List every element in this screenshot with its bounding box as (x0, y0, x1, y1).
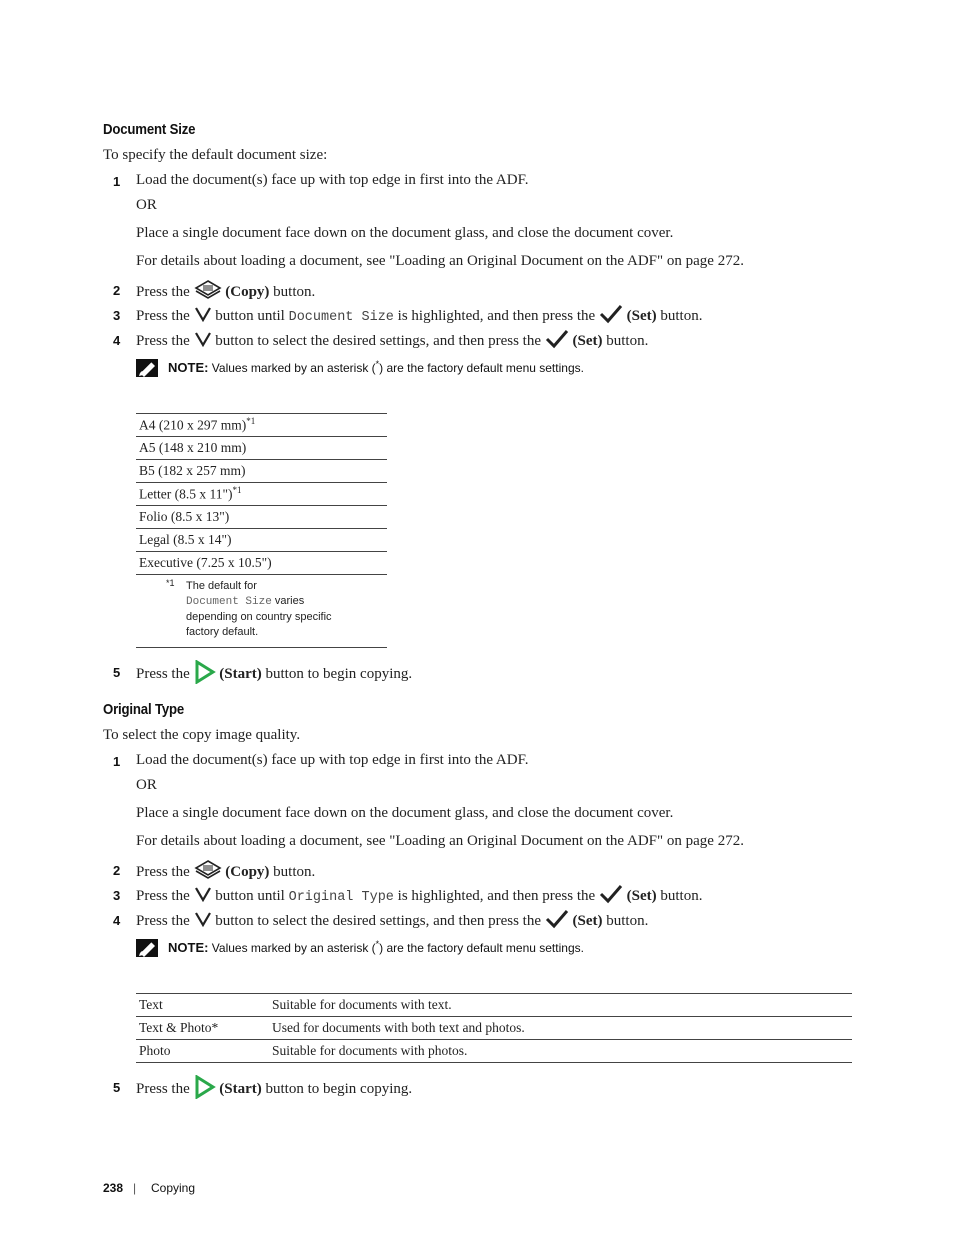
step-number: 2 (113, 283, 121, 298)
step-text-part: button to select the desired settings, and then press the (215, 912, 542, 929)
table-row (136, 460, 387, 483)
table-cell (136, 552, 387, 575)
chevron-down-icon (194, 886, 212, 907)
footnote-line: factory default. (186, 626, 259, 638)
step-text (136, 859, 315, 886)
asterisk: * (375, 939, 380, 949)
footnote-line: varies (274, 595, 305, 607)
step-text-part: button until (215, 307, 285, 324)
table-row (136, 437, 387, 460)
asterisk: * (375, 359, 380, 369)
start-label: (Start) (219, 665, 262, 682)
note-icon (136, 359, 158, 382)
cell-text: A5 (148 x 210 mm) (139, 440, 247, 455)
menu-item-code: Original Type (288, 889, 394, 905)
checkmark-icon (545, 329, 569, 354)
cell-text: A4 (210 x 297 mm) (139, 417, 247, 433)
table-row (136, 506, 387, 529)
table-cell (136, 529, 387, 552)
section-heading-document-size: Document Size (103, 121, 196, 138)
option-name: Photo (136, 1040, 269, 1063)
option-description: Suitable for documents with text. (269, 994, 852, 1017)
footnote-cell (136, 575, 387, 648)
option-name: Text (136, 994, 269, 1017)
paragraph: Place a single document face down on the document glass, and close the document cover. (136, 805, 674, 821)
step-text (136, 1075, 412, 1104)
step-text-part: button until (215, 887, 285, 904)
step-number: 3 (113, 308, 121, 323)
chevron-down-icon (194, 306, 212, 327)
checkmark-icon (599, 884, 623, 909)
table-cell (136, 460, 387, 483)
checkmark-icon (599, 304, 623, 329)
step-number: 1 (113, 174, 121, 189)
step-text: Load the document(s) face up with top edge in first into the ADF. (136, 172, 529, 188)
step-text-part: button. (606, 332, 649, 349)
set-label: (Set) (572, 912, 603, 929)
footnote-ref: *1 (246, 416, 256, 427)
step-text-part: button. (273, 863, 316, 880)
cell-text: Executive (7.25 x 10.5") (139, 555, 272, 570)
table-row (136, 1017, 852, 1040)
copy-label: (Copy) (225, 863, 270, 880)
footnote-code: Document Size (186, 596, 272, 608)
note-label: NOTE: (168, 940, 209, 955)
table-cell (136, 437, 387, 460)
step-number: 5 (113, 1080, 121, 1095)
footnote-mark: *1 (166, 578, 175, 588)
cell-text: Folio (8.5 x 13") (139, 509, 230, 524)
step-text: Load the document(s) face up with top edge in first into the ADF. (136, 752, 529, 768)
original-type-table (136, 993, 852, 1063)
cell-text: Letter (8.5 x 11") (139, 486, 233, 502)
step-number: 5 (113, 665, 121, 680)
step-number: 1 (113, 754, 121, 769)
step-text-part: is highlighted, and then press the (397, 887, 596, 904)
step-text (136, 909, 648, 934)
start-label: (Start) (219, 1080, 262, 1097)
set-label: (Set) (572, 332, 603, 349)
set-label: (Set) (626, 887, 657, 904)
cell-text: B5 (182 x 257 mm) (139, 463, 246, 478)
step-text (136, 304, 702, 329)
step-text (136, 279, 315, 306)
chapter-name: Copying (151, 1181, 196, 1195)
menu-item-code: Document Size (288, 309, 394, 325)
step-text-part: Press the (136, 912, 190, 929)
note-icon (136, 939, 158, 962)
table-row (136, 1040, 852, 1063)
intro-text: To specify the default document size: (103, 147, 328, 163)
table-row (136, 529, 387, 552)
set-label: (Set) (626, 307, 657, 324)
step-text (136, 884, 702, 909)
step-text-part: button to begin copying. (265, 1080, 413, 1097)
step-text-part: button. (606, 912, 649, 929)
note-label: NOTE: (168, 360, 209, 375)
or-text: OR (136, 777, 157, 793)
step-text-part: Press the (136, 863, 190, 880)
step-number: 4 (113, 333, 121, 348)
note-body: Values marked by an asterisk ( (211, 941, 376, 955)
option-name: Text & Photo* (136, 1017, 269, 1040)
paragraph: For details about loading a document, see "Loading an Original Document on the ADF" on page 272. (136, 253, 744, 269)
step-text-part: button. (660, 887, 703, 904)
note-text (168, 939, 584, 955)
step-text-part: Press the (136, 665, 190, 682)
footnote-line: The default for (186, 580, 257, 592)
intro-text: To select the copy image quality. (103, 727, 301, 743)
table-cell (136, 483, 387, 506)
step-text-part: Press the (136, 887, 190, 904)
cell-text: Legal (8.5 x 14") (139, 532, 232, 547)
step-text-part: button. (273, 283, 316, 300)
note-body: ) are the factory default menu settings. (379, 361, 584, 375)
table-row (136, 552, 387, 575)
or-text: OR (136, 197, 157, 213)
section-heading-original-type: Original Type (103, 701, 185, 718)
copy-label: (Copy) (225, 283, 270, 300)
footnote-line: depending on country specific (186, 611, 332, 623)
chevron-down-icon (194, 331, 212, 352)
step-text-part: button to select the desired settings, and then press the (215, 332, 542, 349)
paragraph: Place a single document face down on the document glass, and close the document cover. (136, 225, 674, 241)
step-number: 4 (113, 913, 121, 928)
table-cell (136, 414, 387, 437)
step-text-part: Press the (136, 283, 190, 300)
footnote (139, 579, 384, 640)
table-row (136, 483, 387, 506)
paragraph: For details about loading a document, see "Loading an Original Document on the ADF" on page 272. (136, 833, 744, 849)
table-row (136, 414, 387, 437)
step-text (136, 660, 412, 689)
note-text (168, 359, 584, 375)
document-size-table (136, 413, 387, 648)
option-description: Used for documents with both text and photos. (269, 1017, 852, 1040)
step-text-part: button. (660, 307, 703, 324)
checkmark-icon (545, 909, 569, 934)
step-number: 3 (113, 888, 121, 903)
footer-separator: | (133, 1181, 137, 1195)
footnote-ref: *1 (232, 485, 242, 496)
table-cell (136, 506, 387, 529)
chevron-down-icon (194, 911, 212, 932)
copy-icon (194, 279, 222, 306)
step-text-part: Press the (136, 332, 190, 349)
note-body: Values marked by an asterisk ( (211, 361, 376, 375)
step-text-part: Press the (136, 1080, 190, 1097)
step-number: 2 (113, 863, 121, 878)
option-description: Suitable for documents with photos. (269, 1040, 852, 1063)
table-row (136, 994, 852, 1017)
start-icon (194, 1075, 216, 1104)
start-icon (194, 660, 216, 689)
page-number: 238 (103, 1181, 124, 1195)
step-text-part: is highlighted, and then press the (397, 307, 596, 324)
copy-icon (194, 859, 222, 886)
note-body: ) are the factory default menu settings. (379, 941, 584, 955)
table-row (136, 575, 387, 648)
step-text-part: button to begin copying. (265, 665, 413, 682)
step-text (136, 329, 648, 354)
step-text-part: Press the (136, 307, 190, 324)
